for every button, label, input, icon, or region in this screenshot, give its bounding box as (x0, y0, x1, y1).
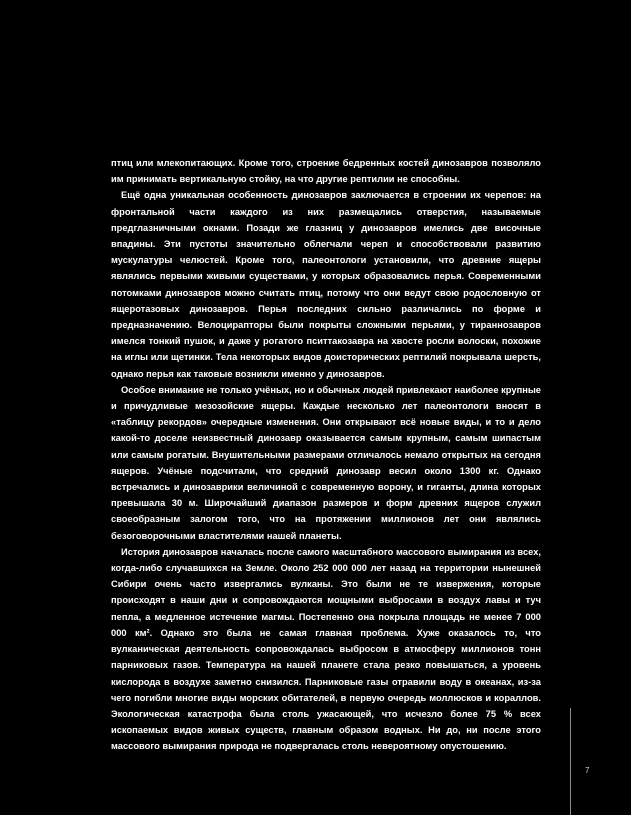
margin-rule (570, 708, 571, 815)
paragraph-3: Особое внимание не только учёных, но и обычных людей привлекают наиболее крупные и причудливые мезозойские ящеры. Каждые несколько лет палеонтологи вносят в «таблицу рекордов» очередные изменения. Они открывают всё новые виды, и то и дело какой-то доселе неизвестный динозавр оказывается самым крупным, самым шипастым или самым рогатым. Внушительными размерами отличалось немало открытых на сегодня ящеров. Учёные подсчитали, что средний динозавр весил около 1300 кг. Однако встречались и динозаврики величиной с современную ворону, и гиганты, длина которых превышала 30 м. Широчайший диапазон размеров и форм древних ящеров служил своеобразным залогом того, что на протяжении миллионов лет они являлись безоговорочными властителями нашей планеты. (111, 384, 541, 541)
page-number: 7 (585, 766, 590, 775)
body-text (111, 155, 541, 755)
paragraph-2: Ещё одна уникальная особенность динозавров заключается в строении их черепов: на фронтальной части каждого из них размещались отверстия, называемые предглазничными окнами. Позади же глазниц у динозавров имелись две височные впадины. Эти пустоты значительно облегчали череп и способствовали развитию мускулатуры челюстей. Кроме того, палеонтологи установили, что древние ящеры являлись первыми живыми существами, у которых образовались перья. Современными потомками динозавров можно считать птиц, потому что они ведут свою родословную от ящеротазовых динозавров. Перья последних сильно различались по форме и предназначению. Велоцирапторы были покрыты сложными перьями, у тираннозавров имелся тонкий пушок, и даже у рогатого пситтакозавра на хвосте росли волоски, похожие на иглы или щетинки. Тела некоторых видов доисторических рептилий покрывала шерсть, однако перья как таковые возникли именно у динозавров. (111, 190, 541, 379)
paragraph-4: История динозавров началась после самого масштабного массового вымирания из всех, когда-либо случавшихся на Земле. Около 252 000 000 лет назад на территории нынешней Сибири очень часто извергались вулканы. Это были не те извержения, которые происходят в наши дни и сопровождаются мощными выбросами в воздух лавы и туч пепла, а медленное истечение магмы. Постепенно она покрыла площадь не менее 7 000 000 км². Однако это была не самая главная проблема. Хуже оказалось то, что вулканическая деятельность сопровождалась выбросом в атмосферу миллионов тонн парниковых газов. Температура на нашей планете стала резко повышаться, а уровень кислорода в воздухе заметно снизился. Парниковые газы отравили воду в океанах, из-за чего погибли многие виды морских обитателей, в первую очередь моллюсков и кораллов. Экологическая катастрофа была столь ужасающей, что исчезло более 75 % всех ископаемых видов живых существ, главным образом водных. Ни до, ни после этого массового вымирания природа не подвергалась столь невероятному опустошению. (111, 546, 541, 752)
paragraph-1: птиц или млекопитающих. Кроме того, строение бедренных костей динозавров позволяло им принимать вертикальную стойку, на что другие рептилии не способны. (111, 158, 541, 185)
